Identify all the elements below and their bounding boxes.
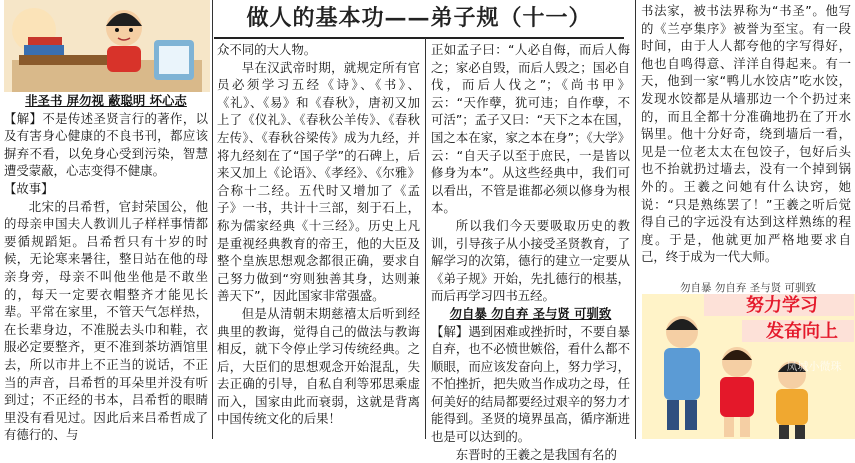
poster-line-2: 发奋向上	[766, 321, 838, 342]
cartoon-illustration	[4, 0, 210, 92]
column-4	[641, 2, 851, 280]
page-title: 做人的基本功——弟子规（十一）	[246, 5, 592, 31]
column-divider	[425, 38, 426, 439]
poster-illustration	[642, 280, 855, 439]
watermark: 凤城小微珠	[786, 360, 842, 373]
paragraph: 【故事】	[4, 180, 54, 196]
paragraph: 东晋时的王羲之是我国有名的	[455, 446, 617, 462]
paragraph: 正如孟子曰：“人必自侮，而后人侮之；家必自毁，而后人毁之；国必自伐，而后人伐之”；《尚书甲》云：“天作孽，犹可违；自作孽，不可活”；孟子又曰：“天下之本在国，国之本在家，家之本在身”；《大学》云：“自天子以至于庶民，一是皆以修身为本”。从这些经典中，我们可以看出，不管是谁都必须以修身为根本。	[431, 42, 630, 216]
poster-line-1: 努力学习	[746, 295, 818, 316]
paragraph: 早在汉武帝时期，就规定所有官员必须学习五经《诗》、《书》、《礼》、《易》和《春秋》，唐初又加上了《仪礼》、《春秋公羊传》、《春秋左传》、《春秋谷梁传》成为九经，并将九经刻在了“国子学”的石碑上，后来又加上《论语》、《孝经》、《尔雅》合称十二经。五代时又增加了《孟子》一书，共计十三部，刻于石上，称为儒家经典《十三经》。历史上凡是重视经典教育的帝王，他的大臣及整个皇族思想观念都很正确，要求自己努力做到“穷则独善其身，达则兼善天下”，因此国家非常强盛。	[217, 59, 420, 304]
column-1	[4, 92, 208, 443]
poster-banner: 勿自暴 勿自弃 圣与贤 可驯致	[679, 282, 817, 294]
paragraph: 众不同的大人物。	[217, 42, 317, 57]
column-2	[217, 41, 420, 439]
section-heading: 勿自暴 勿自弃 圣与贤 可驯致	[449, 305, 612, 321]
paragraph: 【解】不是传述圣贤言行的著作，以及有害身心健康的不良书刊，都应该摒弃不看，以免身心受到污染，智慧遭受蒙蔽，心志变得不健康。	[4, 110, 208, 179]
paragraph: 北宋的吕希哲，官封荣国公，他的母亲申国夫人教训儿子样样事情都要循规蹈矩。吕希哲只有十岁的时候，无论寒来暑往，整日站在他的母亲身旁，母亲不叫他坐他是不敢坐的，每天一定要衣帽整齐才能见长辈。平常在家里，不管天气怎样热，在长辈身边，不准脱去头巾和鞋，衣服必定要整齐，更不准到茶坊酒馆里去，所以市井上不正当的说话，不正当的声音，吕希哲的耳朵里并没有听到过；不正经的书本，吕希哲的眼睛里没有看见过。因此后来吕希哲成了有德行的、与	[4, 198, 208, 443]
column-3	[431, 41, 630, 462]
paragraph: 书法家，被书法界称为“书圣”。他写的《兰亭集序》被誉为至宝。有一段时间，由于人人都夸他的字写得好，他也自鸣得意、洋洋自得起来。有一天，他到一家“鸭儿水饺店”吃水饺，发现水饺都是从墙那边一个个扔过来的，而且全都十分准确地扔在了开水锅里。他十分好奇，绕到墙后一看，见是一位老太太在包饺子，包好后头也不抬就扔过墙去，没有一个掉到锅外的。王羲之问她有什么诀窍，她说：“只是熟练罢了！”王羲之听后觉得自己的字远没有达到这样熟练的程度。于是，他就更加严格地要求自己，终于成为一代大师。	[641, 3, 851, 265]
column-divider	[635, 0, 636, 439]
section-heading: 非圣书 屏勿视 蔽聪明 坏心志	[25, 93, 187, 108]
paragraph: 但是从清朝末期慈禧太后听到经典里的教诲，觉得自己的做法与教诲相反，就下令停止学习传统经典。之后，大臣们的思想观念开始混乱，失去正确的引导，自私自利等邪思乘虚而入，国家由此而衰弱，这就是背离中国传统文化的后果！	[217, 305, 420, 427]
paragraph: 【解】遇到困难或挫折时，不要自暴自弃，也不必愤世嫉俗，看什么都不顺眼，而应该发奋向上，努力学习，不怕挫折，把失败当作成功之母，任何美好的结局都要经过艰辛的努力才能得到。圣贤的境界虽高，循序渐进也是可以达到的。	[431, 323, 630, 445]
paragraph: 所以我们今天要吸取历史的教训，引导孩子从小接受圣贤教育，了解学习的次第，德行的建立一定要从《弟子规》开始，先扎德行的根基，而后再学习四书五经。	[431, 217, 630, 304]
column-divider	[212, 0, 213, 439]
title-rule	[214, 37, 624, 39]
